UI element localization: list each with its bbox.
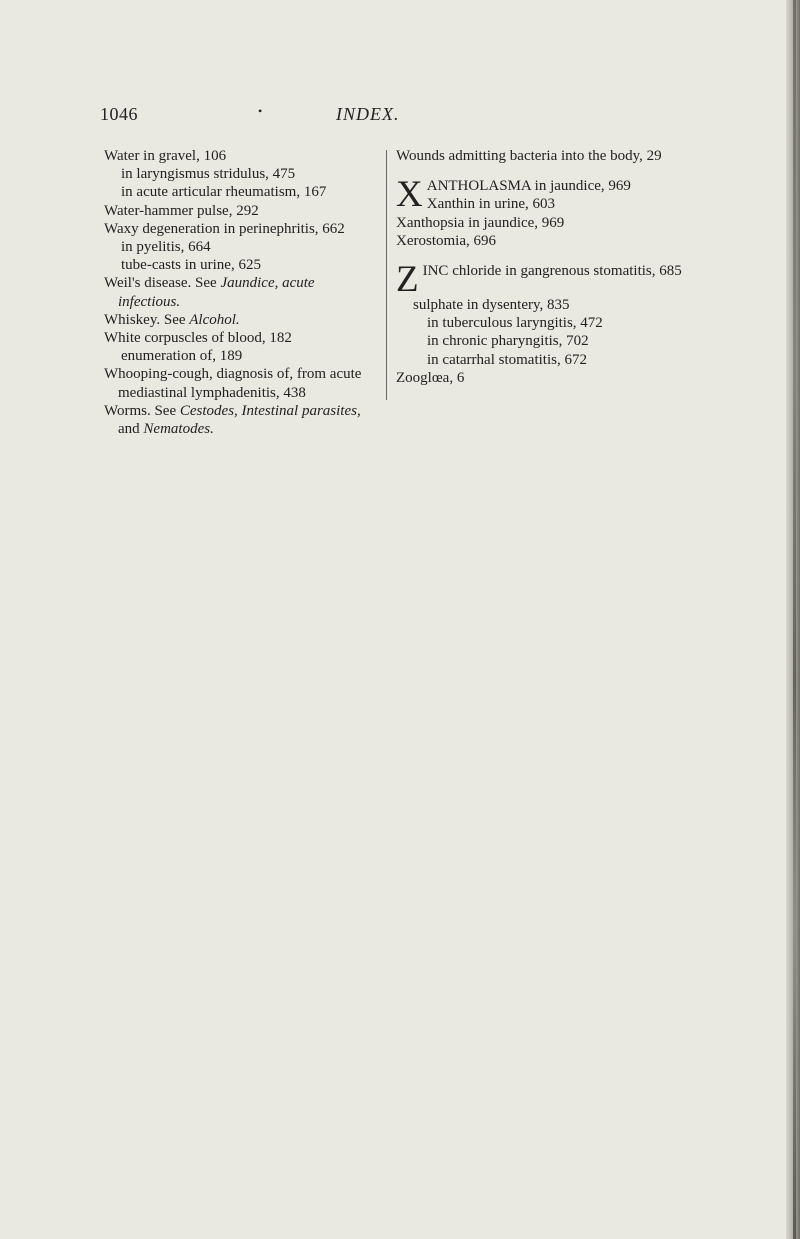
entry-text: Weil's disease. See bbox=[104, 275, 221, 292]
running-title: INDEX. bbox=[336, 104, 400, 124]
index-entry: Xanthin in urine, 603 bbox=[426, 196, 556, 213]
entry-text: and bbox=[118, 421, 144, 438]
index-entry: Xanthopsia in jaundice, 969 bbox=[396, 214, 565, 231]
cross-reference: Nematodes. bbox=[143, 421, 214, 438]
section-x bbox=[396, 174, 692, 250]
index-subentry: in pyelitis, 664 bbox=[121, 239, 211, 256]
cross-reference: Alcohol. bbox=[189, 311, 240, 328]
index-entry: Whooping-cough, diagnosis of, from acute mediastinal lymphadenitis, 438 bbox=[104, 366, 362, 401]
index-subentry: in tuberculous laryngitis, 472 bbox=[427, 315, 603, 332]
drop-cap-x: X bbox=[396, 174, 423, 216]
header-dot: • bbox=[258, 104, 263, 118]
index-entry bbox=[104, 274, 374, 310]
page-edge-binding bbox=[793, 0, 796, 1239]
index-subentry: sulphate in dysentery, 835 bbox=[413, 297, 570, 314]
section-z bbox=[396, 259, 692, 387]
index-entry: INC chloride in gangrenous stomatitis, 685 bbox=[422, 263, 682, 280]
index-entry: Waxy degeneration in perinephritis, 662 bbox=[104, 220, 345, 237]
index-subentry: tube-casts in urine, 625 bbox=[121, 257, 261, 274]
index-entry: Zooglœa, 6 bbox=[396, 369, 465, 386]
right-column bbox=[396, 147, 692, 387]
cross-reference: Cestodes, Intestinal parasites, bbox=[179, 402, 361, 419]
entry-text: Worms. See bbox=[104, 402, 180, 419]
index-entry: Water in gravel, 106 bbox=[104, 148, 227, 164]
index-entry: Wounds admitting bacteria into the body, 29 bbox=[396, 148, 662, 164]
index-subentry: in acute articular rheumatism, 167 bbox=[121, 184, 327, 201]
index-subentry: enumeration of, 189 bbox=[121, 348, 243, 365]
cross-reference: Jaundice, acute infectious. bbox=[118, 275, 315, 310]
left-column bbox=[104, 147, 374, 438]
page-header bbox=[100, 104, 790, 130]
index-entry: Xerostomia, 696 bbox=[396, 232, 496, 249]
index-entry: Water-hammer pulse, 292 bbox=[104, 202, 259, 219]
index-subentry: in laryngismus stridulus, 475 bbox=[121, 166, 296, 183]
column-divider bbox=[386, 150, 387, 400]
index-subentry: in chronic pharyngitis, 702 bbox=[427, 333, 589, 350]
index-entry: ANTHOLASMA in jaundice, 969 bbox=[426, 178, 631, 195]
entry-text: Whiskey. See bbox=[104, 311, 190, 328]
page-number: 1046 bbox=[100, 104, 138, 124]
drop-cap-z: Z bbox=[396, 259, 419, 301]
section-gap bbox=[396, 165, 692, 177]
index-entry bbox=[104, 311, 374, 329]
index-entry bbox=[104, 402, 374, 438]
index-subentry: in catarrhal stomatitis, 672 bbox=[427, 351, 587, 368]
section-gap bbox=[396, 250, 692, 262]
index-entry: White corpuscles of blood, 182 bbox=[104, 330, 292, 347]
